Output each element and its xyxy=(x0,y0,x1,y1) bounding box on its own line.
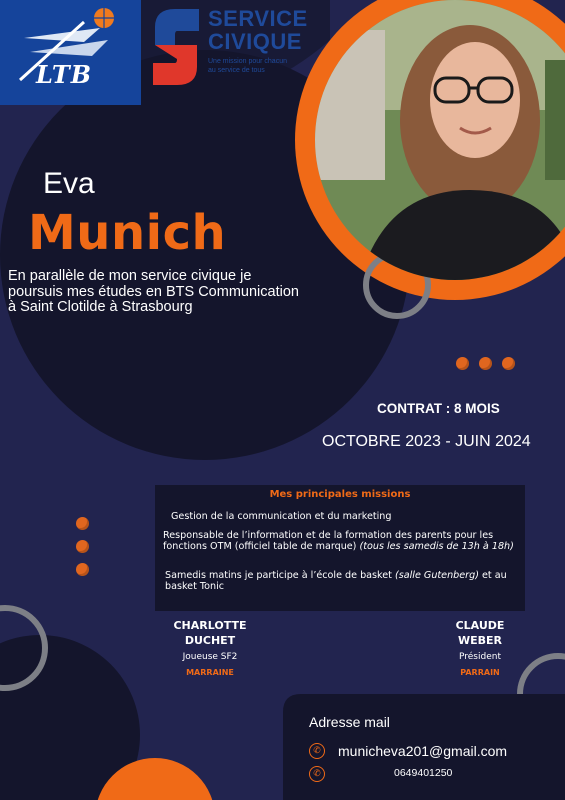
parrain-block xyxy=(430,618,530,679)
marraine-last-name: DUCHET xyxy=(184,634,236,647)
service-civique-line2: CIVIQUE xyxy=(208,29,302,54)
bio-line: à Saint Clotilde à Strasbourg xyxy=(8,299,193,315)
portrait-photo xyxy=(315,0,565,290)
contact-title: Adresse mail xyxy=(309,714,390,730)
mission-item-3: Samedis matins je participe à l’école de basket (salle Gutenberg) et au basket Tonic xyxy=(165,570,507,592)
missions-title: Mes principales missions xyxy=(269,489,411,500)
parrain-role: Président xyxy=(459,652,501,662)
parrain-tag: PARRAIN xyxy=(460,668,500,677)
basketball-icon xyxy=(76,517,89,530)
basketball-icon xyxy=(456,357,469,370)
club-logo-text: LTB xyxy=(36,60,93,89)
basketball-icon xyxy=(76,563,89,576)
contact-email[interactable]: municheva201@gmail.com xyxy=(338,743,508,759)
bio xyxy=(8,269,299,316)
phone-icon: ✆ xyxy=(309,743,325,759)
parrain-last-name: WEBER xyxy=(457,634,503,647)
marraine-first-name: CHARLOTTE xyxy=(173,619,247,632)
basketball-icon xyxy=(502,357,515,370)
club-logo-graphic xyxy=(0,0,141,105)
phone-icon: ✆ xyxy=(309,766,325,782)
basketball-icon xyxy=(76,540,89,553)
club-logo xyxy=(0,0,141,105)
service-civique-line1: SERVICE xyxy=(208,6,308,31)
bio-line: En parallèle de mon service civique je xyxy=(8,268,252,284)
marraine-tag: MARRAINE xyxy=(186,668,234,677)
bio-line: poursuis mes études en BTS Communication xyxy=(8,283,299,300)
mission-item-2: Responsable de l’information et de la formation des parents pour les fonctions OTM (officiel table de marque) (tous les samedis de 13h à 18h) xyxy=(163,530,514,552)
marraine-block xyxy=(150,618,270,679)
contract-period: OCTOBRE 2023 - JUIN 2024 xyxy=(322,433,531,450)
contact-phone[interactable]: 0649401250 xyxy=(394,767,453,779)
contract-label: CONTRAT : 8 MOIS xyxy=(377,401,500,416)
last-name: Munich xyxy=(28,205,227,261)
service-civique-tagline1: Une mission pour chacun xyxy=(208,58,287,65)
service-civique-icon xyxy=(151,5,201,87)
marraine-role: Joueuse SF2 xyxy=(182,652,238,662)
parrain-first-name: CLAUDE xyxy=(455,619,505,632)
mission-item-1: Gestion de la communication et du marketing xyxy=(171,511,392,522)
basketball-icon xyxy=(479,357,492,370)
first-name: Eva xyxy=(43,167,95,200)
service-civique-tagline2: au service de tous xyxy=(208,67,265,74)
